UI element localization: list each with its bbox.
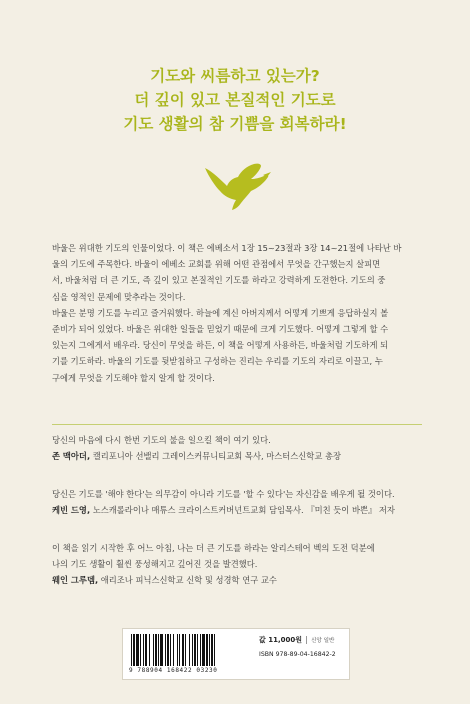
- description-line: 심을 영적인 문제에 맞추라는 것이다.: [52, 291, 186, 302]
- genre-label: 신앙 일반: [306, 636, 334, 644]
- section-divider: [52, 424, 422, 425]
- description-line: 준비가 되어 있었다. 바울은 위대한 일들을 믿었기 때문에 크게 기도했다. 어떻게 그렇게 할 수: [52, 324, 389, 335]
- endorsement-attribution: [52, 502, 432, 518]
- endorsement-quote: 당신의 마음에 다시 한번 기도의 불을 일으킬 책이 여기 있다.: [52, 435, 271, 445]
- dove-icon: [203, 162, 277, 212]
- endorsement-affiliation: 애리조나 피닉스신학교 신학 및 성경학 연구 교수: [100, 575, 277, 586]
- barcode-digits: 9 788904 168422 03230: [129, 667, 218, 674]
- endorsement-quote: 이 책을 읽기 시작한 후 어느 아침, 나는 더 큰 기도를 하라는 알리스테어 벡의 도전 덕분에: [52, 543, 375, 553]
- isbn: ISBN 978-89-04-16842-2: [259, 651, 336, 658]
- endorsement-2: [52, 486, 432, 518]
- description-line: 기를 기도하라. 바울의 기도를 뒷받침하고 구성하는 진리는 우리를 기도의 자리로 이끌고, 누: [52, 356, 383, 367]
- endorsement-quote: 나의 기도 생활이 훨씬 풍성해지고 깊어진 것을 발견했다.: [52, 559, 258, 570]
- description-line: 서, 바울처럼 더 큰 기도, 즉 깊이 있고 본질적인 기도를 하라고 강력하게 도전한다. 기도의 중: [52, 275, 386, 286]
- description-line: 울의 기도에 주목한다. 바울이 에베소 교회를 위해 어떤 관점에서 무엇을 간구했는지 살피면: [52, 259, 381, 270]
- endorsement-quote: 당신은 기도를 '해야 한다'는 의무감이 아니라 기도를 '할 수 있다'는 자신감을 배우게 될 것이다.: [52, 489, 395, 499]
- barcode-box: [122, 628, 350, 680]
- price-area: [259, 635, 347, 645]
- headline-line-3: 기도 생활의 참 기쁨을 회복하라!: [123, 115, 347, 133]
- endorsement-affiliation: 노스캐롤라이나 매튜스 크라이스트커버넌트교회 담임목사. 『미친 듯이 바쁜』 저자: [92, 505, 395, 516]
- description-paragraph-1: [52, 240, 422, 305]
- book-description: [52, 240, 422, 386]
- endorsement-3: [52, 540, 432, 589]
- barcode-icon: [129, 634, 253, 666]
- description-line: 구에게 무엇을 기도해야 할지 알게 할 것이다.: [52, 372, 215, 383]
- endorsement-attribution: [52, 572, 432, 588]
- headline-line-1: 기도와 씨름하고 있는가?: [150, 67, 320, 85]
- endorsement-affiliation: 캘리포니아 선밸리 그레이스커뮤니티교회 목사, 마스터스신학교 총장: [92, 451, 342, 462]
- description-paragraph-2: [52, 305, 422, 386]
- description-line: 바울은 분명 기도를 누리고 즐거워했다. 하늘에 계신 아버지께서 어떻게 기쁘게 응답하실지 볼: [52, 307, 389, 318]
- price: 값 11,000원: [259, 636, 302, 644]
- endorsement-1: [52, 432, 432, 464]
- endorsement-author: 케빈 드영,: [52, 505, 91, 516]
- description-line: 바울은 위대한 기도의 인물이었다. 이 책은 에베소서 1장 15~23절과 3장 14~21절에 나타난 바: [52, 243, 402, 253]
- endorsement-author: 존 맥아더,: [52, 451, 91, 462]
- endorsement-author: 웨인 그루뎀,: [52, 575, 99, 586]
- description-line: 있는지 그에게서 배우라. 당신이 무엇을 하든, 이 책을 어떻게 사용하든, 바울처럼 기도하게 되: [52, 340, 389, 351]
- headline-line-2: 더 깊이 있고 본질적인 기도로: [134, 91, 336, 109]
- headline: [0, 64, 470, 136]
- endorsement-attribution: [52, 448, 432, 464]
